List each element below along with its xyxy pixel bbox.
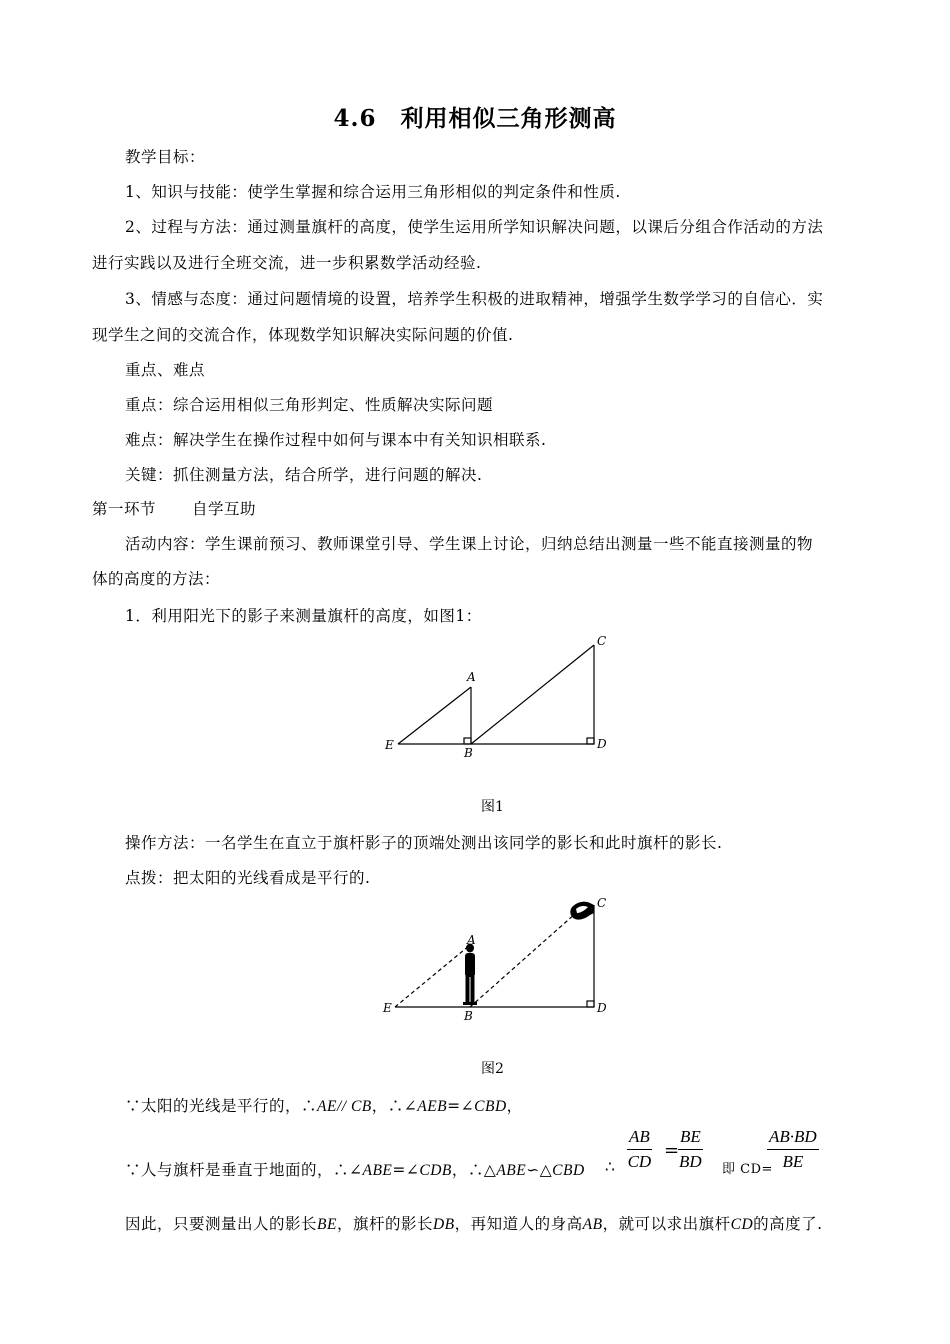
fig2-label-c: C	[597, 896, 607, 910]
figure-1-caption: 图1	[481, 799, 504, 815]
difficulty: 难点：解决学生在操作过程中如何与课本中有关知识相联系.	[125, 431, 547, 449]
activity-line-2: 体的高度的方法：	[92, 570, 221, 588]
hint: 点拨：把太阳的光线看成是平行的.	[125, 869, 371, 887]
figure-2-caption: 图2	[481, 1061, 504, 1077]
proof-line-2: ∵人与旗杆是垂直于地面的，∴∠ABE=∠CDB，∴△ABE∽△CBD	[125, 1161, 585, 1179]
objectives-heading: 教学目标：	[125, 148, 206, 166]
focus-heading: 重点、难点	[125, 361, 206, 379]
fraction-cd-result: $\frac{AB\cdot BD}{BE}$	[769, 1127, 817, 1171]
fig1-label-e: E	[385, 738, 394, 752]
fig2-label-e: E	[383, 1001, 392, 1015]
proof-line-1: ∵太阳的光线是平行的，∴AE// CB，∴∠AEB=∠CBD，	[125, 1097, 523, 1115]
activity-line-1: 活动内容：学生课前预习、教师课堂引导、学生课上讨论，归纳总结出测量一些不能直接测量的物	[125, 535, 814, 553]
objective-1: 1、知识与技能：使学生掌握和综合运用三角形相似的判定条件和性质.	[125, 183, 621, 201]
objective-3-line-2: 现学生之间的交流合作，体现数学知识解决实际问题的价值.	[92, 326, 514, 344]
fig1-label-b: B	[464, 746, 473, 760]
therefore-symbol: ∴	[605, 1158, 616, 1176]
fraction-ab-cd: $\frac{AB}{CD}$	[627, 1127, 652, 1171]
objective-2-line-2: 进行实践以及进行全班交流，进一步积累数学活动经验.	[92, 254, 482, 272]
crux: 关键：抓住测量方法，结合所学，进行问题的解决.	[125, 466, 483, 484]
key-point: 重点：综合运用相似三角形判定、性质解决实际问题	[125, 396, 494, 414]
page-title: 4.6 利用相似三角形测高	[333, 105, 617, 132]
person-icon	[463, 944, 477, 1006]
right-angle-d2	[587, 1001, 594, 1007]
objective-2-line-1: 2、过程与方法：通过测量旗杆的高度，使学生运用所学知识解决问题，以课后分组合作活动的方法	[125, 218, 824, 236]
section-label: 第一环节	[92, 500, 157, 518]
section-name: 自学互助	[192, 500, 257, 518]
objective-3-line-1: 3、情感与态度：通过问题情境的设置，培养学生积极的进取精神，增强学生数学学习的自信心．实	[125, 290, 824, 308]
sun-ray-bc	[470, 913, 576, 1007]
fig2-label-d: D	[597, 1001, 607, 1015]
fraction-be-bd: $\frac{BE}{BD}$	[679, 1127, 702, 1171]
fig1-label-d: D	[597, 737, 607, 751]
sun-ray-ea	[395, 945, 470, 1007]
fig2-label-b: B	[464, 1009, 473, 1023]
fig1-label-c: C	[597, 634, 607, 648]
fig2-label-a: A	[467, 933, 476, 947]
fig1-label-a: A	[467, 670, 476, 684]
conclusion: 因此，只要测量出人的影长BE，旗杆的影长DB，再知道人的身高AB，就可以求出旗杆CD的高度了.	[125, 1215, 823, 1233]
method-1: 1．利用阳光下的影子来测量旗杆的高度，如图1：	[125, 607, 482, 625]
operation-method: 操作方法：一名学生在直立于旗杆影子的顶端处测出该同学的影长和此时旗杆的影长.	[125, 834, 723, 852]
cd-prefix: 即 CD=	[722, 1162, 773, 1177]
equals-sign: =	[664, 1140, 680, 1161]
